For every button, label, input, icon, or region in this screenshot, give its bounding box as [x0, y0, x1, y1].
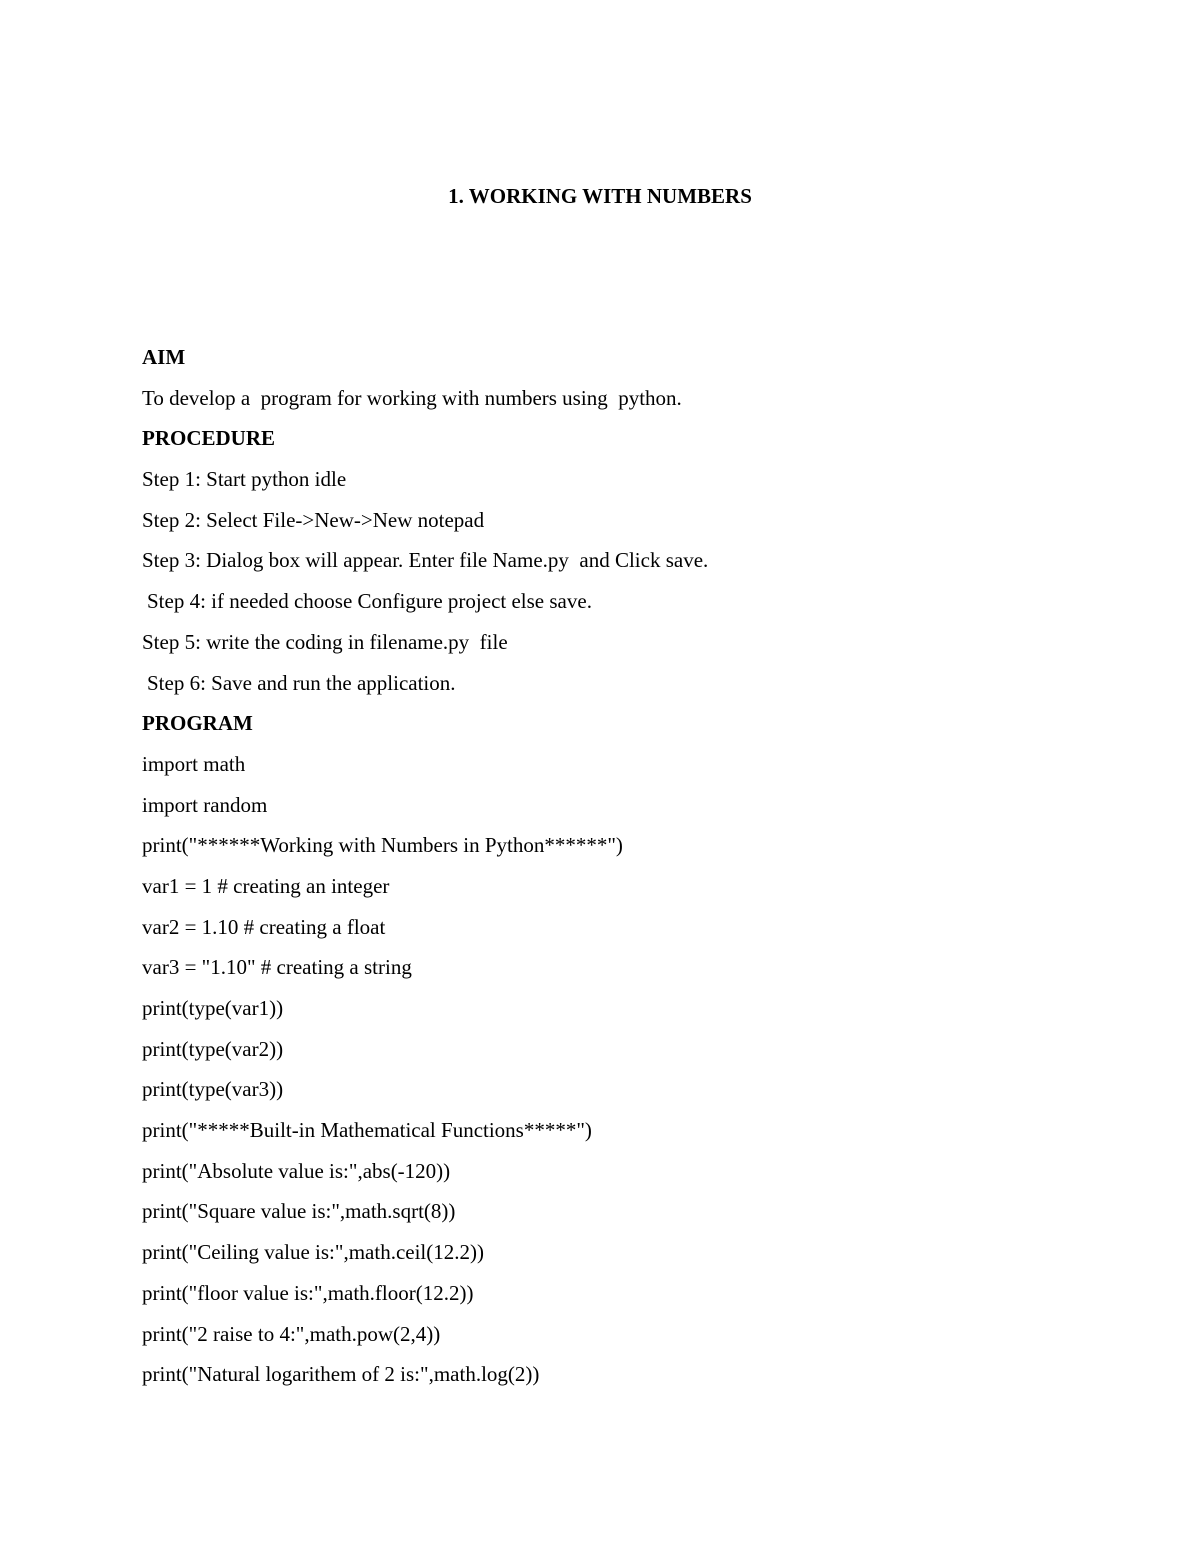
code-line: print(type(var2)): [142, 1036, 284, 1061]
procedure-step: Step 4: if needed choose Configure project else save.: [147, 589, 592, 614]
code-line: print("floor value is:",math.floor(12.2)): [142, 1280, 474, 1305]
code-line: print("******Working with Numbers in Python******"): [142, 833, 623, 858]
code-line: print("2 raise to 4:",math.pow(2,4)): [142, 1321, 441, 1346]
code-line: var3 = "1.10" # creating a string: [142, 955, 412, 980]
program-heading: PROGRAM: [142, 711, 253, 736]
aim-text: To develop a program for working with numbers using python.: [142, 385, 682, 410]
procedure-step: Step 1: Start python idle: [142, 467, 347, 492]
code-line: print("Natural logarithem of 2 is:",math.log(2)): [142, 1362, 540, 1387]
page-title: 1. WORKING WITH NUMBERS: [448, 184, 752, 208]
code-line: var2 = 1.10 # creating a float: [142, 914, 386, 939]
code-line: print("Ceiling value is:",math.ceil(12.2)): [142, 1240, 484, 1265]
code-line: print("Absolute value is:",abs(-120)): [142, 1158, 451, 1183]
procedure-step: Step 3: Dialog box will appear. Enter file Name.py and Click save.: [142, 548, 709, 573]
code-line: print("Square value is:",math.sqrt(8)): [142, 1199, 456, 1224]
procedure-step: Step 5: write the coding in filename.py file: [142, 629, 508, 654]
code-line: print(type(var3)): [142, 1077, 284, 1102]
procedure-step: Step 6: Save and run the application.: [147, 670, 456, 695]
code-line: import math: [142, 751, 246, 776]
procedure-heading: PROCEDURE: [142, 426, 276, 451]
code-line: print("*****Built-in Mathematical Functions*****"): [142, 1118, 592, 1143]
code-line: print(type(var1)): [142, 996, 284, 1020]
code-line: var1 = 1 # creating an integer: [142, 873, 390, 898]
code-line: import random: [142, 792, 268, 817]
document-body: [142, 343, 1122, 1401]
procedure-step: Step 2: Select File->New->New notepad: [142, 507, 485, 532]
aim-heading: AIM: [142, 345, 186, 369]
